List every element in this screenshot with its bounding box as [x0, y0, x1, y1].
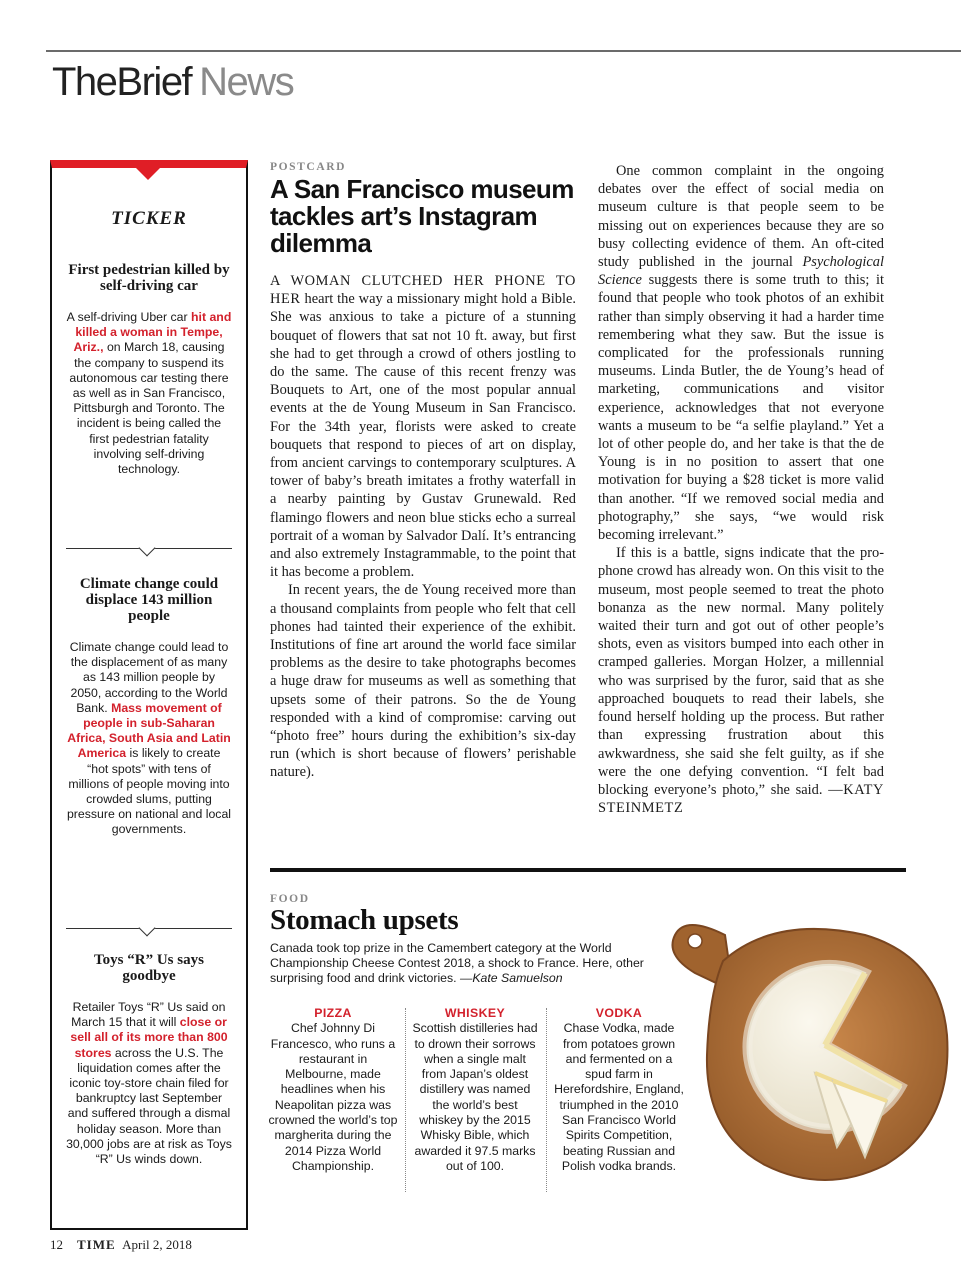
article-paragraph: [270, 272, 576, 581]
food-intro-text: Canada took top prize in the Camembert category at the World Championship Cheese Contest 2018, a shock to France. Here, other surprising food and drink victories.: [270, 941, 644, 986]
ticker-notch: [134, 166, 162, 180]
top-rule: [46, 50, 961, 52]
journal-name: Psychological Science: [598, 254, 884, 289]
food-item-heading: WHISKEY: [444, 1006, 506, 1020]
issue-date: April 2, 2018: [122, 1237, 192, 1252]
article-paragraph: [598, 162, 884, 544]
chevron-down-icon: [139, 920, 156, 937]
article-lead-in: A WOMAN CLUTCHED HER PHONE TO HER: [270, 273, 576, 308]
masthead-news: News: [199, 60, 294, 104]
ticker-item-toys: [66, 952, 232, 1167]
article-column-left: [270, 272, 576, 782]
food-item-text: Chef Johnny Di Francesco, who runs a restaurant in Melbourne, made headlines when his Neapolitan pizza was crowned the world’s top margherita during the 2014 Pizza World Championship.: [268, 1021, 398, 1173]
article-byline: —KATY STEINMETZ: [598, 781, 884, 817]
ticker-body: [66, 640, 232, 838]
ticker-body: [66, 310, 232, 477]
article-text: suggests there is some truth to this; it found that people who took photos of an exhibit rather than simply observing it had a harder time remembering what they saw. But the issue is complicated for the professionals running museums. Linda Butler, the de Young’s head of marketing, communications and visitor experience, acknowledges that not everyone wants a museum to be “a selfie playland.” Yet a lot of other people do, and her take is that the de Young is in no position to assert that one motivation for buying a $28 ticket is more valid than another. “If we removed social media and photography,” she says, “we would risk becoming irrelevant.”: [598, 272, 884, 544]
article-headline: A San Francisco museum tackles art’s Instagram dilemma: [270, 174, 574, 258]
food-intro: [270, 941, 650, 987]
food-item-text: Scottish distilleries had to drown their sorrows when a single malt from Japan’s oldest distillery was named the world’s best whiskey by the 2015 Whisky Bible, which awarded it 97.5 marks out of 100.: [412, 1021, 538, 1173]
article-paragraph: [598, 544, 884, 817]
food-item-heading: VODKA: [595, 1006, 643, 1020]
ticker-highlight: Mass movement of people in sub-Saharan Africa, South Asia and Latin America: [67, 700, 231, 761]
article-text: heart the way a missionary might hold a Bible. She was anxious to take a picture of a stunning bouquet of flowers that sat not 10 ft. away, but first she had to get through a crowd of others jostling to do the same. The cause of this recent frenzy was Bouquets to Art, one of the most popular annual events at the de Young Museum in San Francisco. For the 34th year, florists were asked to create bouquets that respond to pieces of art on display, from ancient carvings to contemporary sculptures. A tower of baby’s breath imitates a frothy waterfall in a nearby painting by Gustav Grunewald. Red flamingo flowers and neon blue sticks echo a surreal portrait of a woman by Salvador Dalí. It’s entrancing and also extremely Instagrammable, to the point that it has become a problem.: [270, 291, 576, 581]
food-column-divider: [405, 1008, 406, 1192]
food-title: Stomach upsets: [270, 904, 459, 936]
ticker-sidebar: [50, 160, 248, 1230]
ticker-body-text: on March 18, causing the company to suspend its autonomous car testing there as well as in San Francisco, Pittsburgh and Toronto. The incident is being called the first pedestrian fatality involving self-driving technology.: [69, 340, 229, 477]
ticker-body-text: Retailer Toys “R” Us said on March 15 that it will: [71, 1000, 226, 1030]
ticker-body: [66, 1000, 232, 1167]
page-footer: [50, 1237, 192, 1253]
section-masthead: [52, 60, 293, 105]
article-text: If this is a battle, signs indicate that the pro-phone crowd has already won. On this visit to the museum, most people seemed to treat the photo bonanza as the new normal. Many politely waited their turn and got out of other people’s shots, even as visitors bumped into each other in cramped galleries. Morgan Holzer, a millennial who was surprised by the furor, said that as she approached bouquets to read their labels, she found herself holding up the process. But rather than expressing frustration about this awkwardness, she said she felt guilty, as if she were the one defying convention. “I felt bad blocking everyone’s photo,” she said.: [598, 545, 884, 798]
ticker-body-text: is likely to create “hot spots” with tens of millions of people moving into crowded slums, putting pressure on national and local governments.: [66, 746, 232, 837]
ticker-body-text: across the U.S. The liquidation comes after the iconic toy-store chain filed for bankruptcy last September and suffered through a dismal holiday season. More than 30,000 jobs are at risk as Toys “R” Us winds down.: [66, 1045, 232, 1167]
food-kicker: FOOD: [270, 893, 310, 905]
ticker-body-text: Climate change could lead to the displacement of as many as 143 million people by 2050, according to the World Bank.: [69, 640, 229, 715]
chevron-down-icon: [139, 540, 156, 557]
page-number: 12: [50, 1237, 63, 1252]
article-column-right: [598, 162, 884, 817]
ticker-headline: Climate change could displace 143 million people: [79, 576, 219, 624]
cheese-board-image: [655, 895, 955, 1195]
publication-name: TIME: [77, 1237, 116, 1252]
food-item-pizza: [268, 1006, 398, 1174]
ticker-body-text: A self-driving Uber car: [66, 310, 192, 324]
ticker-item-uber: [66, 262, 232, 477]
ticker-highlight: hit and killed a woman in Tempe, Ariz.,: [73, 310, 232, 355]
food-item-heading: PIZZA: [314, 1006, 352, 1020]
ticker-headline: First pedestrian killed by self-driving car: [68, 262, 230, 294]
ticker-item-climate: [66, 576, 232, 838]
food-item-whiskey: [411, 1006, 539, 1174]
ticker-title: TICKER: [111, 208, 187, 229]
article-text: One common complaint in the ongoing debates over the effect of social media on museum culture is that people seem to be missing out on experiences because they are so busy collecting evidence of them. An oft-cited study published in the journal: [598, 163, 884, 271]
section-divider: [270, 868, 906, 872]
masthead-brief: TheBrief: [52, 60, 192, 104]
ticker-highlight: close or sell all of its more than 800 stores: [70, 1015, 228, 1060]
ticker-headline: Toys “R” Us says goodbye: [94, 952, 204, 984]
food-column-divider: [546, 1008, 547, 1192]
food-item-text: Chase Vodka, made from potatoes grown and fermented on a spud farm in Herefordshire, England, triumphed in the 2010 San Francisco World Spirits Competition, beating Russian and Polish vodka brands.: [554, 1021, 684, 1173]
article-kicker: POSTCARD: [270, 161, 347, 173]
food-intro-author: —Kate Samuelson: [460, 971, 563, 986]
article-paragraph: In recent years, the de Young received more than a thousand complaints from people who felt that cell phones had tainted their experience of the exhibit. Institutions of fine art around the world face similar problems as the desire to take photographs becomes a huge draw for museums as well as something that upsets some of their patrons. So the de Young responded with a kind of compromise: carving out “photo free” hours during the exhibition’s six-day run (which is short because of flowers’ perishable nature).: [270, 582, 576, 781]
